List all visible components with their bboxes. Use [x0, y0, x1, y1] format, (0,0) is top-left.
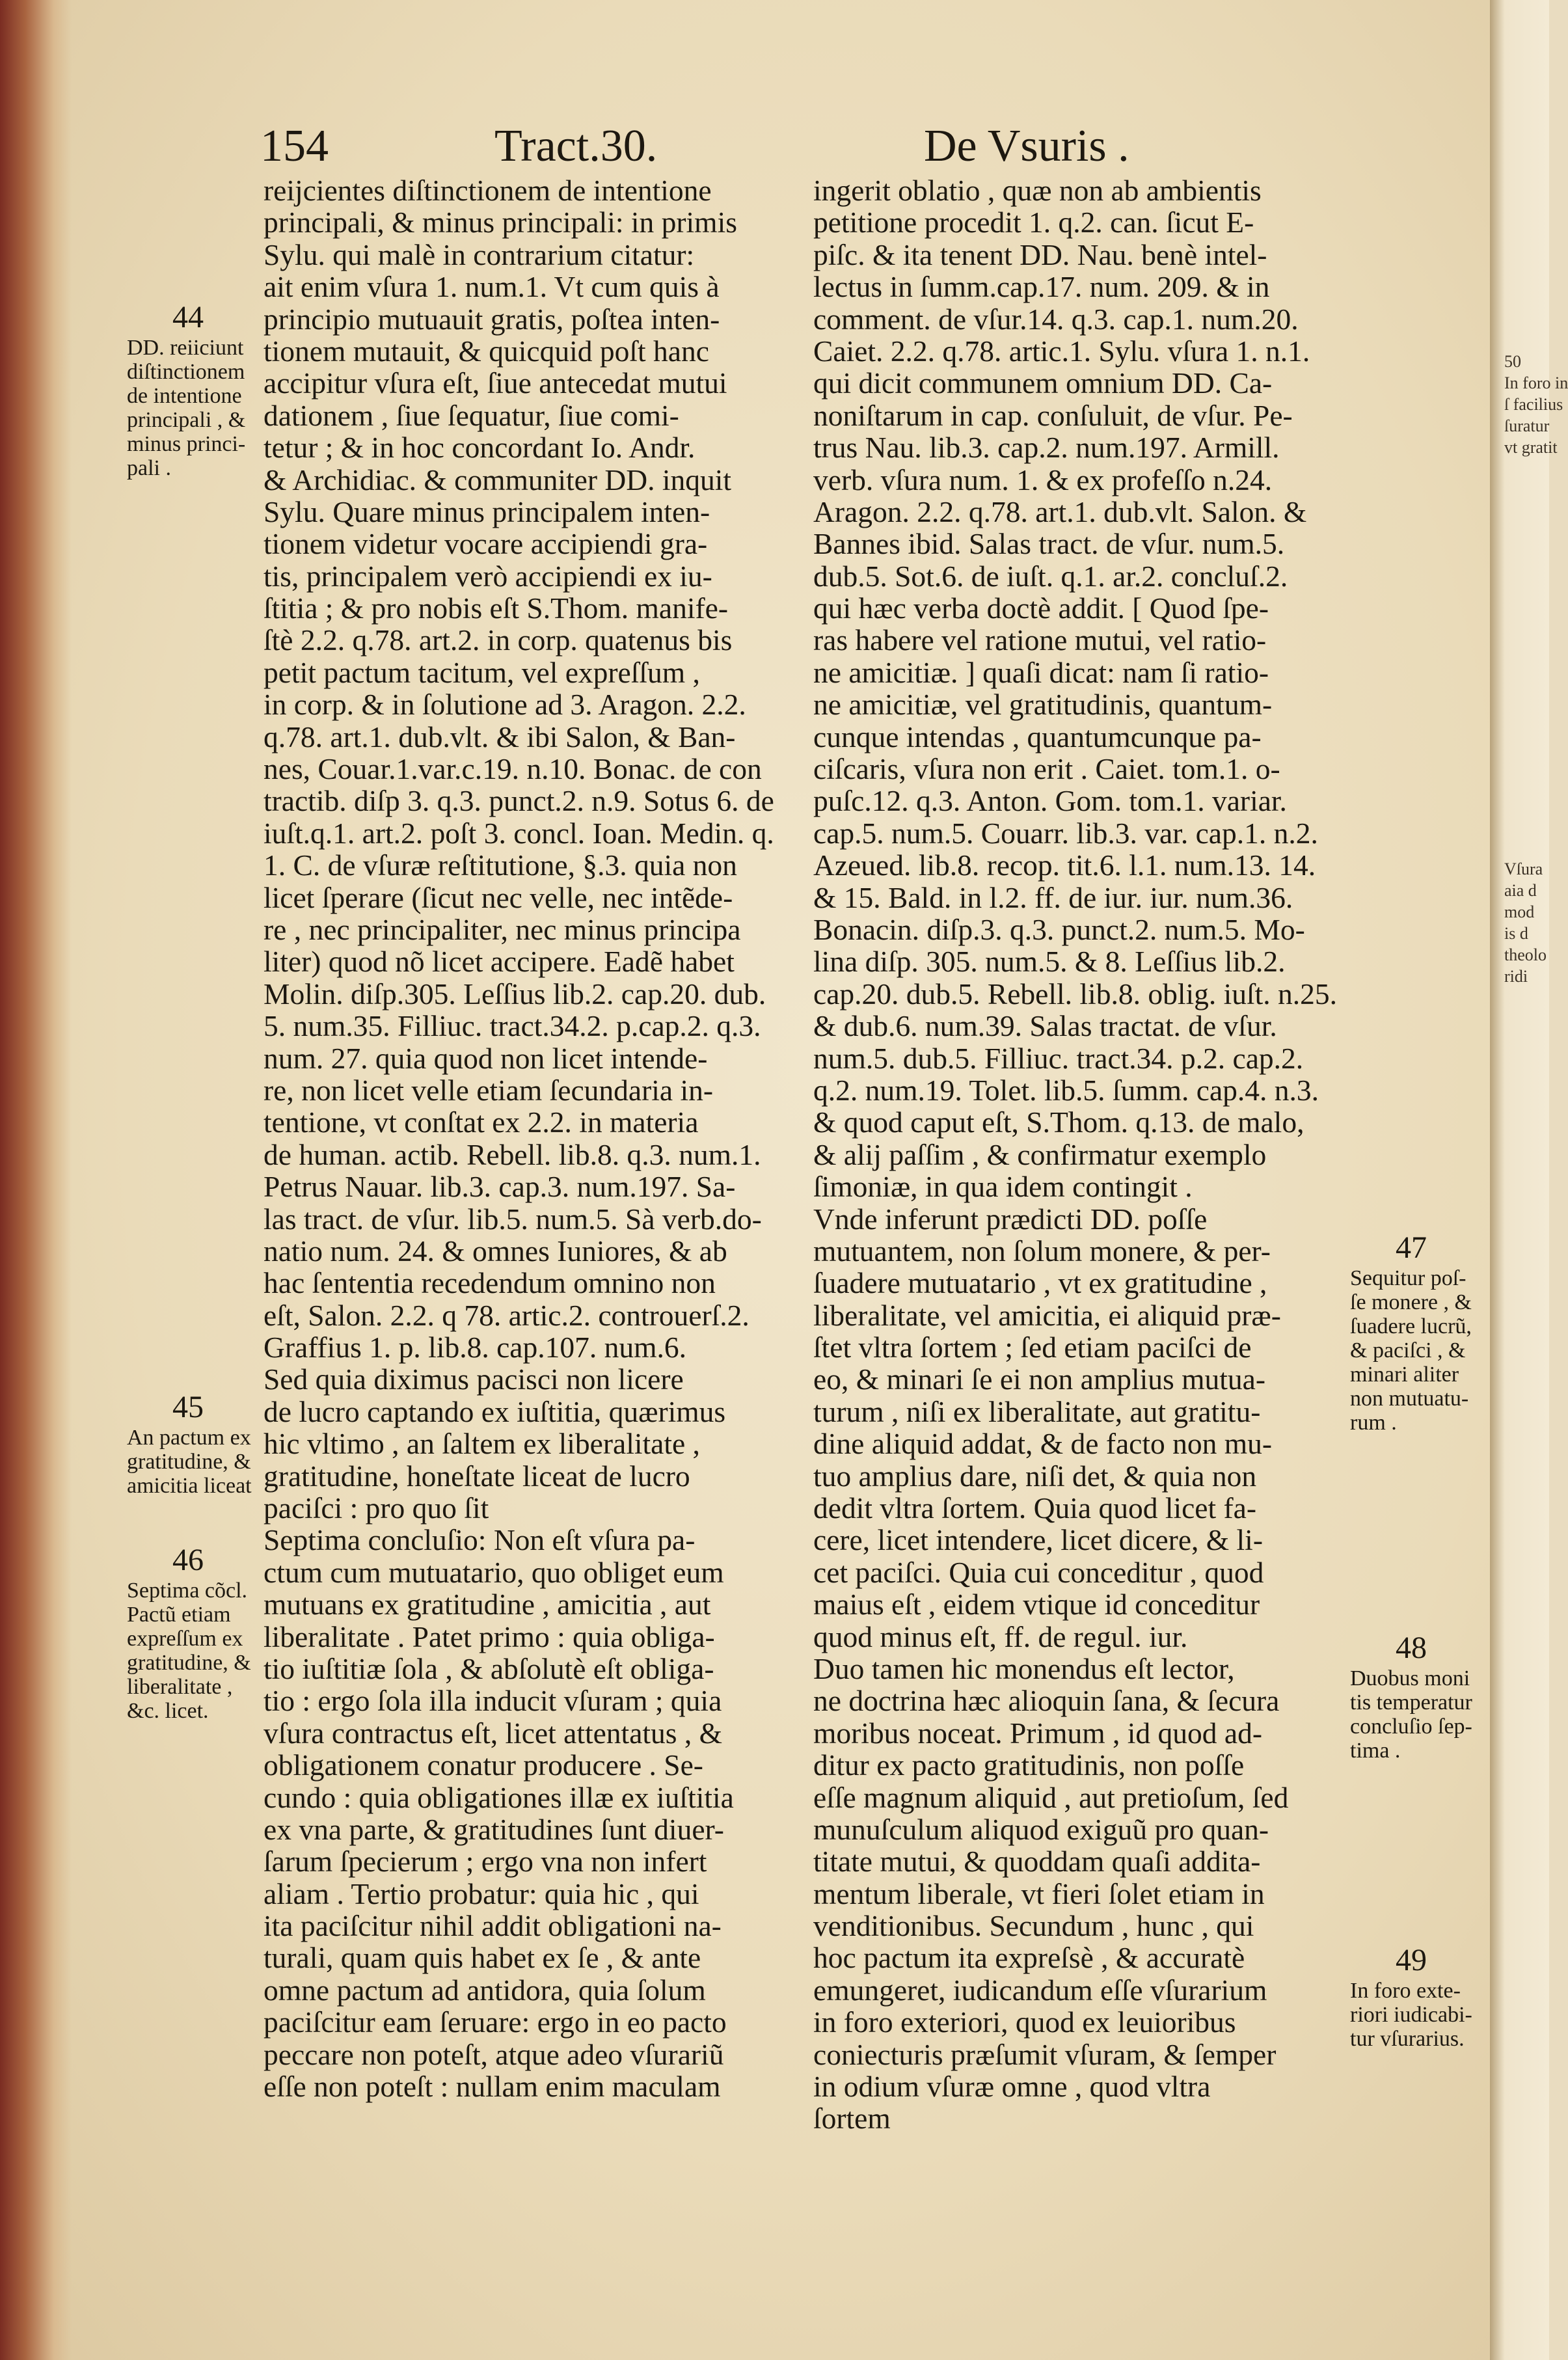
text-line: omne pactum ad antidora, quia ſolum	[264, 1973, 706, 2007]
text-line: Molin. diſp.305. Leſſius lib.2. cap.20. dub.	[264, 977, 766, 1010]
left-margin-note-46	[127, 1542, 264, 1723]
margin-note-number: 45	[172, 1390, 204, 1424]
text-line: tio : ergo ſola illa inducit vſuram ; quia	[264, 1684, 722, 1718]
text-line: & 15. Bald. in l.2. ff. de iur. iur. num.36.	[813, 880, 1293, 914]
text-line: turum , niſi ex liberalitate, aut gratitu-	[813, 1394, 1261, 1428]
text-line: quod minus eſt, ff. de regul. iur.	[813, 1620, 1188, 1653]
text-line: ditur ex pacto gratitudinis, non poſſe	[813, 1748, 1245, 1782]
text-line: re, non licet velle etiam ſecundaria in-	[264, 1073, 714, 1107]
text-line: coniecturis præſumit vſuram, & ſemper	[813, 2037, 1277, 2071]
margin-note-number: 47	[1396, 1230, 1427, 1265]
text-line: iuſt.q.1. art.2. poſt 3. concl. Ioan. Medin. q.	[264, 816, 774, 850]
text-line: & alij paſſim , & confirmatur exemplo	[813, 1137, 1267, 1171]
margin-note-line: expreſſum ex	[127, 1627, 243, 1651]
text-line: licet ſperare (ſicut nec velle, nec intẽde-	[264, 880, 733, 914]
text-line: obligationem conatur producere . Se-	[264, 1748, 703, 1782]
text-line: tionem videtur vocare accipiendi gra-	[264, 527, 708, 561]
running-title-subject: De Vsuris .	[924, 121, 1129, 171]
margin-note-line: tur vſurarius.	[1350, 2027, 1465, 2051]
text-line: & quod caput eſt, S.Thom. q.13. de malo,	[813, 1105, 1304, 1139]
text-line: Petrus Nauar. lib.3. cap.3. num.197. Sa-	[264, 1170, 736, 1204]
text-line: vſura contractus eſt, licet attentatus , &	[264, 1716, 723, 1750]
margin-note-line: minari aliter	[1350, 1363, 1459, 1387]
text-line: paciſci : pro quo ſit	[264, 1491, 489, 1525]
margin-note-number: 49	[1396, 1943, 1427, 1977]
text-line: titate mutui, & quoddam quaſi addita-	[813, 1845, 1261, 1879]
left-margin-note-44	[127, 299, 264, 480]
margin-note-line: tima .	[1350, 1739, 1401, 1763]
text-line: eſſe non poteſt : nullam enim maculam	[264, 2070, 721, 2104]
text-line: dedit vltra ſortem. Quia quod licet fa-	[813, 1491, 1257, 1525]
text-line: comment. de vſur.14. q.3. cap.1. num.20.	[813, 302, 1299, 336]
text-line: ex vna parte, & gratitudines ſunt diuer-	[264, 1812, 724, 1846]
margin-note-line: non mutuatu-	[1350, 1387, 1469, 1411]
text-line: cunque intendas , quantumcunque pa-	[813, 720, 1262, 753]
text-line: ciſcaris, vſura non erit . Caiet. tom.1. o-	[813, 752, 1280, 786]
text-line: puſc.12. q.3. Anton. Gom. tom.1. variar.	[813, 784, 1287, 818]
left-margin-note-45	[127, 1389, 264, 1498]
text-line: hac ſententia recedendum omnino non	[264, 1266, 716, 1300]
text-line: hoc pactum ita expreſsè , & accuratè	[813, 1941, 1245, 1975]
right-margin-note-47	[1350, 1230, 1487, 1435]
text-line: venditionibus. Secundum , hunc , qui	[813, 1909, 1254, 1943]
text-line: cap.20. dub.5. Rebell. lib.8. oblig. iuſt. n.25.	[813, 977, 1338, 1010]
text-line: ne doctrina hæc alioquin ſana, & ſecura	[813, 1684, 1280, 1718]
margin-note-line: gratitudine, &	[127, 1450, 251, 1474]
text-line: paciſcitur eam ſeruare: ergo in eo pacto	[264, 2005, 727, 2039]
text-line: Sed quia diximus pacisci non licere	[264, 1363, 684, 1396]
text-line: mutuantem, non ſolum monere, & per-	[813, 1234, 1271, 1268]
text-line: ſuadere mutuatario , vt ex gratitudine ,	[813, 1266, 1267, 1300]
facing-page-fragment: 50	[1504, 352, 1521, 371]
facing-page-fragment: vt gratit	[1504, 438, 1558, 457]
text-line: ſtet vltra ſortem ; ſed etiam paciſci de	[813, 1331, 1252, 1364]
text-line: q.78. art.1. dub.vlt. & ibi Salon, & Ban-	[264, 720, 736, 753]
text-line: liberalitate, vel amicitia, ei aliquid præ-	[813, 1298, 1281, 1332]
margin-note-line: DD. reiiciunt	[127, 336, 244, 360]
text-line: in foro exteriori, quod ex leuioribus	[813, 2005, 1236, 2039]
margin-note-line: minus princi-	[127, 432, 246, 456]
text-line: Septima concluſio: Non eſt vſura pa-	[264, 1523, 696, 1557]
text-line: tentione, vt conſtat ex 2.2. in materia	[264, 1105, 699, 1139]
margin-note-line: An pactum ex	[127, 1426, 251, 1450]
text-line: Caiet. 2.2. q.78. artic.1. Sylu. vſura 1. n.1.	[813, 334, 1310, 368]
facing-page-fragment: In foro in	[1504, 373, 1568, 392]
text-line: liberalitate . Patet primo : quia obliga-	[264, 1620, 715, 1653]
margin-note-line: riori iudicabi-	[1350, 2003, 1472, 2027]
facing-page-fragment: ſ facilius	[1504, 395, 1563, 414]
text-line: 5. num.35. Filliuc. tract.34.2. p.cap.2. q.3.	[264, 1009, 761, 1043]
text-line: cet paciſci. Quia cui conceditur , quod	[813, 1555, 1264, 1589]
margin-note-line: tis temperatur	[1350, 1690, 1472, 1715]
text-line: emungeret, iudicandum eſſe vſurarium	[813, 1973, 1267, 2007]
margin-note-line: amicitia liceat	[127, 1474, 252, 1498]
facing-page-fragment: aia d	[1504, 881, 1537, 900]
text-line: accipitur vſura eſt, ſiue antecedat mutui	[264, 366, 727, 400]
text-line: noniſtarum in cap. conſuluit, de vſur. Pe-	[813, 398, 1293, 432]
text-line: maius eſt , eidem vtique id conceditur	[813, 1588, 1260, 1621]
text-line: ſarum ſpecierum ; ergo vna non infert	[264, 1845, 707, 1879]
running-title-tract: Tract.30.	[494, 121, 658, 171]
text-line: piſc. & ita tenent DD. Nau. benè intel-	[813, 237, 1267, 271]
facing-page-fragment: is d	[1504, 924, 1528, 943]
text-line: Duo tamen hic monendus eſt lector,	[813, 1651, 1235, 1685]
margin-note-line: rum .	[1350, 1411, 1397, 1435]
text-line: tio iuſtitiæ ſola , & abſolutè eſt obliga-	[264, 1651, 714, 1685]
facing-page-fragment: Vſura	[1504, 860, 1543, 878]
text-line: ſortem	[813, 2102, 891, 2136]
text-line: ſimoniæ, in qua idem contingit .	[813, 1170, 1193, 1204]
margin-note-number: 46	[172, 1543, 204, 1577]
margin-note-line: &c. licet.	[127, 1699, 209, 1723]
text-line: trus Nau. lib.3. cap.2. num.197. Armill.	[813, 431, 1280, 465]
text-line: Aragon. 2.2. q.78. art.1. dub.vlt. Salon. &	[813, 495, 1307, 528]
text-line: petit pactum tacitum, vel expreſſum ,	[264, 655, 700, 689]
facing-page-fragment: theolo	[1504, 945, 1547, 964]
text-line: cap.5. num.5. Couarr. lib.3. var. cap.1. n.2.	[813, 816, 1318, 850]
margin-note-line: ſuadere lucrũ,	[1350, 1314, 1472, 1338]
margin-note-line: ſe monere , &	[1350, 1290, 1472, 1314]
text-line: 1. C. de vſuræ reſtitutione, §.3. quia non	[264, 848, 737, 882]
facing-page-fragment: ſuratur	[1504, 416, 1550, 435]
text-line: eo, & minari ſe ei non amplius mutua-	[813, 1363, 1265, 1396]
margin-note-line: In foro exte-	[1350, 1979, 1461, 2003]
text-line: Vnde inferunt prædicti DD. poſſe	[813, 1202, 1208, 1236]
text-line: dub.5. Sot.6. de iuſt. q.1. ar.2. concluſ.2.	[813, 559, 1288, 593]
text-line: Sylu. qui malè in contrarium citatur:	[264, 237, 695, 271]
text-line: & dub.6. num.39. Salas tractat. de vſur.	[813, 1009, 1277, 1043]
text-line: aliam . Tertio probatur: quia hic , qui	[264, 1877, 699, 1910]
text-line: tuo amplius dare, niſi det, & quia non	[813, 1459, 1257, 1493]
margin-note-line: de intentione	[127, 384, 242, 408]
text-line: hic vltimo , an ſaltem ex liberalitate ,	[264, 1427, 700, 1461]
text-line: ne amicitiæ. ] quaſi dicat: nam ſi ratio-	[813, 655, 1269, 689]
text-line: nes, Couar.1.var.c.19. n.10. Bonac. de con	[264, 752, 762, 786]
margin-note-line: Septima cõcl.	[127, 1579, 248, 1603]
text-line: peccare non poteſt, atque adeo vſurariũ	[264, 2037, 724, 2071]
text-line: cere, licet intendere, licet dicere, & li-	[813, 1523, 1263, 1557]
text-line: ait enim vſura 1. num.1. Vt cum quis à	[264, 270, 720, 304]
text-line: re , nec principaliter, nec minus principa	[264, 912, 741, 946]
margin-note-line: Duobus moni	[1350, 1666, 1470, 1690]
text-line: ras habere vel ratione mutui, vel ratio-	[813, 623, 1267, 657]
text-line: dationem , ſiue ſequatur, ſiue comi-	[264, 398, 679, 432]
text-line: gratitudine, honeſtate liceat de lucro	[264, 1459, 690, 1493]
text-line: Graffius 1. p. lib.8. cap.107. num.6.	[264, 1331, 686, 1364]
text-line: ne amicitiæ, vel gratitudinis, quantum-	[813, 688, 1273, 722]
text-line: Bonacin. diſp.3. q.3. punct.2. num.5. Mo-	[813, 912, 1305, 946]
text-line: cundo : quia obligationes illæ ex iuſtitia	[264, 1780, 734, 1814]
margin-note-line: liberalitate ,	[127, 1675, 233, 1699]
text-line: qui hæc verba doctè addit. [ Quod ſpe-	[813, 591, 1269, 625]
margin-note-number: 48	[1396, 1631, 1427, 1665]
margin-note-line: pali .	[127, 456, 171, 480]
margin-note-line: concluſio ſep-	[1350, 1715, 1472, 1739]
text-line: lectus in ſumm.cap.17. num. 209. & in	[813, 270, 1270, 304]
margin-note-line: principali , &	[127, 408, 246, 432]
margin-note-line: diſtinctionem	[127, 360, 245, 384]
text-line: de lucro captando ex iuſtitia, quærimus	[264, 1394, 726, 1428]
text-line: petitione procedit 1. q.2. can. ſicut E-	[813, 206, 1254, 239]
text-line: tractib. diſp 3. q.3. punct.2. n.9. Sotus 6. de	[264, 784, 774, 818]
facing-page-fragment: mod	[1504, 902, 1535, 921]
text-line: lina diſp. 305. num.5. & 8. Leſſius lib.2.	[813, 945, 1286, 979]
text-line: eſt, Salon. 2.2. q 78. artic.2. controuerſ.2.	[264, 1298, 750, 1332]
text-line: principali, & minus principali: in primis	[264, 206, 737, 239]
text-line: tetur ; & in hoc concordant Io. Andr.	[264, 431, 696, 465]
right-text-column	[813, 174, 1357, 2139]
text-line: moribus noceat. Primum , id quod ad-	[813, 1716, 1262, 1750]
right-margin-note-49	[1350, 1942, 1487, 2051]
text-line: eſſe magnum aliquid , aut pretioſum, ſed	[813, 1780, 1289, 1814]
right-margin-note-48	[1350, 1630, 1487, 1763]
text-line: ctum cum mutuatario, quo obliget eum	[264, 1555, 724, 1589]
text-line: in odium vſuræ omne , quod vltra	[813, 2070, 1211, 2104]
facing-page-edge	[1490, 0, 1568, 2360]
margin-note-line: Sequitur poſ-	[1350, 1266, 1467, 1290]
text-line: de human. actib. Rebell. lib.8. q.3. num.1.	[264, 1137, 761, 1171]
text-line: Azeued. lib.8. recop. tit.6. l.1. num.13. 14.	[813, 848, 1316, 882]
text-line: in corp. & in ſolutione ad 3. Aragon. 2.2.	[264, 688, 746, 722]
page-number: 154	[260, 121, 329, 171]
text-line: ingerit oblatio , quæ non ab ambientis	[813, 174, 1262, 207]
text-line: ita paciſcitur nihil addit obligationi na-	[264, 1909, 722, 1943]
text-line: Bannes ibid. Salas tract. de vſur. num.5.	[813, 527, 1285, 561]
text-line: tionem mutauit, & quicquid poſt hanc	[264, 334, 709, 368]
text-line: reijcientes diſtinctionem de intentione	[264, 174, 712, 207]
margin-note-line: & paciſci , &	[1350, 1338, 1466, 1363]
text-line: turali, quam quis habet ex ſe , & ante	[264, 1941, 701, 1975]
text-line: ſtitia ; & pro nobis eſt S.Thom. manife-	[264, 591, 729, 625]
text-line: mentum liberale, vt fieri ſolet etiam in	[813, 1877, 1265, 1910]
text-line: mutuans ex gratitudine , amicitia , aut	[264, 1588, 711, 1621]
text-line: q.2. num.19. Tolet. lib.5. ſumm. cap.4. n.3.	[813, 1073, 1319, 1107]
facing-page-fragment: ridi	[1504, 967, 1528, 986]
left-text-column	[264, 174, 823, 2120]
text-line: las tract. de vſur. lib.5. num.5. Sà verb.do-	[264, 1202, 762, 1236]
margin-note-number: 44	[172, 300, 204, 334]
text-line: principio mutuauit gratis, poſtea inten-	[264, 302, 720, 336]
text-line: & Archidiac. & communiter DD. inquit	[264, 463, 732, 496]
text-line: liter) quod nõ licet accipere. Eadẽ habet	[264, 945, 735, 979]
text-line: Sylu. Quare minus principalem inten-	[264, 495, 710, 528]
text-line: ſtè 2.2. q.78. art.2. in corp. quatenus bis	[264, 623, 733, 657]
text-line: natio num. 24. & omnes Iuniores, & ab	[264, 1234, 727, 1268]
text-line: tis, principalem verò accipiendi ex iu-	[264, 559, 712, 593]
margin-note-line: Pactũ etiam	[127, 1603, 231, 1627]
text-line: num. 27. quia quod non licet intende-	[264, 1041, 708, 1075]
text-line: munuſculum aliquod exiguũ pro quan-	[813, 1812, 1269, 1846]
text-line: qui dicit communem omnium DD. Ca-	[813, 366, 1273, 400]
text-line: verb. vſura num. 1. & ex profeſſo n.24.	[813, 463, 1273, 496]
page-edge-shadow	[0, 0, 72, 2360]
text-line: dine aliquid addat, & de facto non mu-	[813, 1427, 1273, 1461]
margin-note-line: gratitudine, &	[127, 1651, 251, 1675]
text-line: num.5. dub.5. Filliuc. tract.34. p.2. cap.2.	[813, 1041, 1304, 1075]
